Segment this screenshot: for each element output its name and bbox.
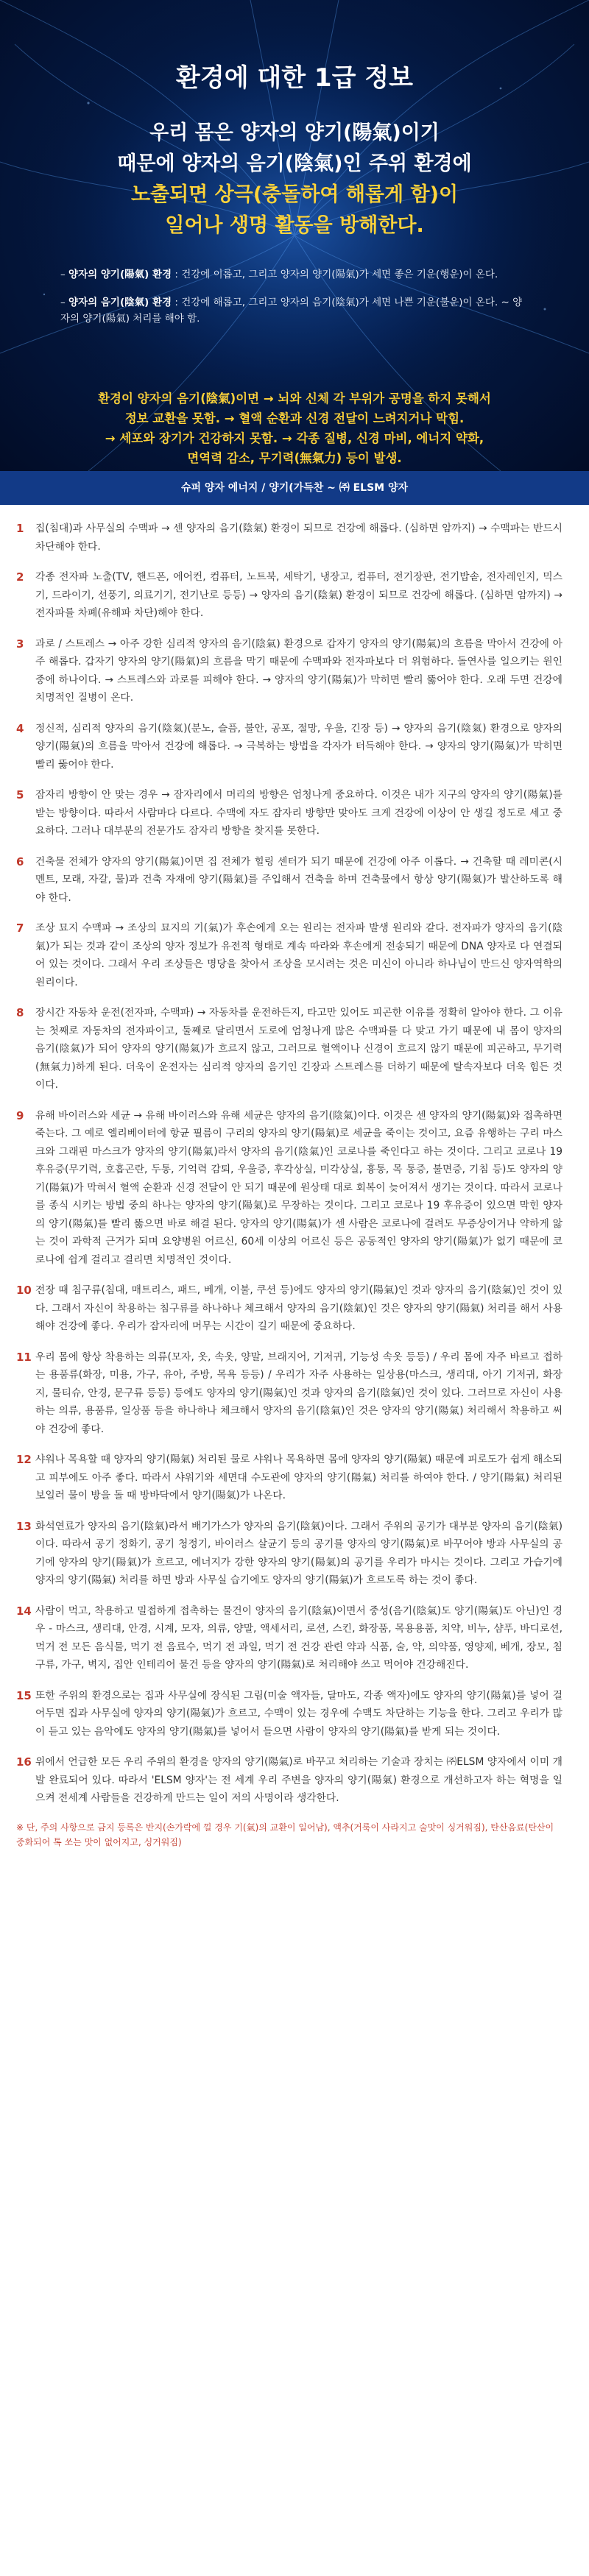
- item-number: 15: [16, 1688, 32, 1702]
- environment-definitions: [60, 266, 532, 339]
- list-item: [16, 1107, 562, 1270]
- item-text: 집(침대)과 사무실의 수맥파 → 센 양자의 음기(陰氣) 환경이 되므로 건강에 해롭다. (심하면 암까지) → 수맥파는 반드시 차단해야 한다.: [35, 523, 562, 553]
- warning-line: → 세포와 장기가 건강하지 못함. → 각종 질병, 신경 마비, 에너지 약화,: [105, 431, 484, 445]
- item-number: 1: [16, 522, 24, 535]
- list-item: [16, 1281, 562, 1336]
- item-number: 5: [16, 788, 24, 802]
- item-text: 전장 때 침구류(침대, 매트리스, 패드, 베개, 이불, 쿠션 등)에도 양자의 양기(陽氣)인 것과 양자의 음기(陰氣)인 것이 있다. 그래서 자신이 착용하는 침구류를 하나하나 체크해서 양자의 음기(陰氣)인 것은 양자의 양기(陽氣) 처리를 해서 사용해야 건강에 좋다. 우리가 잠자리에 머무는 시간이 길기 때문에 중요하다.: [35, 1284, 562, 1332]
- page-title: 환경에 대한 1급 정보: [176, 63, 413, 93]
- item-number: 7: [16, 921, 24, 935]
- item-number: 16: [16, 1755, 32, 1769]
- item-text: 건축물 전체가 양자의 양기(陽氣)이면 집 전체가 힐링 센터가 되기 때문에 건강에 아주 이롭다. → 건축할 때 레미콘(시멘트, 모래, 자갈, 물)과 건축 자재에 양기(陽氣)를 주입해서 건축을 하며 건축물에서 항상 양기(陽氣)가 발산하도록 해야 한다.: [35, 855, 562, 904]
- list-item: [16, 720, 562, 774]
- list-item: [16, 568, 562, 623]
- lead-line: 때문에 양자의 음기(陰氣)인 주위 환경에: [117, 152, 472, 175]
- item-text: 조상 묘지 수맥파 → 조상의 묘지의 기(氣)가 후손에게 오는 원리는 전자파 발생 원리와 같다. 전자파가 양자의 음기(陰氣)가 되는 것과 같이 조상의 양자 정보가 유전적 형태로 계속 따라와 후손에게 전송되기 때문에 DNA 양자로 다 연결되어 있는 것이다. 그래서 우리 조상들은 명당을 찾아서 조상을 모시려는 것은 미신이 아니라 하나님이 만드신 양자역학의 원리이다.: [35, 922, 562, 988]
- list-item: [16, 1518, 562, 1590]
- item-text: 유해 바이러스와 세균 → 유해 바이러스와 유해 세균은 양자의 음기(陰氣)이다. 이것은 센 양자의 양기(陽氣)와 접촉하면 죽는다. 그 예로 엘리베이터에 항균 필름이 구리의 양자의 양기(陽氣)로 세균을 죽이는 것이고, 요즘 유행하는 구리 마스크와 그래핀 마스크가 양자의 양기(陽氣)라서 양자의 음기(陰氣)인 코로나를 죽인다고 하는 것이다. 그리고 코로나 19 후유증(무기력, 호흡곤란, 두통, 기억력 감퇴, 우울증, 후각상실, 미각상실, 흉통, 목 통증, 불면증, 기침 등)도 양자의 양기(陽氣)가 막혀서 혈액 순환과 신경 전달이 안 되기 때문에 원상태 대로 회복이 늦어져서 생기는 것이다. 따라서 코로나를 종식 시키는 방법 중의 하나는 양자의 양기(陽氣)로 무장하는 것이다. 그리고 코로나 19 후유증이 있으면 막힌 양자의 양기(陽氣)를 빨리 뚫으면 바로 해결 된다. 양자의 양기(陽氣)가 센 사람은 코로나에 걸려도 무증상이거나 약하게 앓는 것이 과학적 근거가 되며 요양병원 어르신, 60세 이상의 어르신 등은 공동적인 양자의 양기(陽氣)가 없기 때문에 코로나에 쉽게 걸리고 결리면 치명적인 것이다.: [35, 1109, 562, 1266]
- item-number: 11: [16, 1350, 32, 1364]
- lead-line-highlight: 노출되면 상극(충돌하여 해롭게 함)이: [130, 183, 459, 206]
- item-number: 9: [16, 1108, 24, 1122]
- warning-text: [44, 389, 545, 468]
- list-item: [16, 635, 562, 707]
- item-number: 10: [16, 1284, 32, 1297]
- list-item: [16, 1348, 562, 1439]
- item-text: 과로 / 스트레스 → 아주 강한 심리적 양자의 음기(陰氣) 환경으로 갑자기 양자의 양기(陽氣)의 흐름을 막아서 건강에 아주 해롭다. 갑자기 양자의 양기(陽氣)의 흐름을 막기 때문에 수맥파와 전자파보다 더 위험하다. 돌연사를 일으키는 원인 중에 하나이다. → 스트레스와 과로를 피해야 한다. → 양자의 양기(陽氣)가 막히면 빨리 뚫어야 한다. 오래 두면 건강에 치명적인 질병이 온다.: [35, 637, 562, 704]
- item-text: 정신적, 심리적 양자의 음기(陰氣)(분노, 슬픔, 불안, 공포, 절망, 우울, 긴장 등) → 양자의 음기(陰氣) 환경으로 양자의 양기(陽氣)의 흐름을 막아서 건강에 해롭다. → 극복하는 방법을 각자가 터득해야 한다. → 양자의 양기(陽氣)가 막히면 빨리 뚫어야 한다.: [35, 722, 562, 771]
- item-text: 샤워나 목욕할 때 양자의 양기(陽氣) 처리된 물로 샤워나 목욕하면 몸에 양자의 양기(陽氣) 때문에 피로도가 쉽게 해소되고 피부에도 아주 좋다. 따라서 샤워기와 세면대 수도관에 양자의 양기(陽氣) 처리를 하여야 한다. / 양기(陽氣) 처리된 보일러 물이 방을 돌 때 방바닥에서 양기(陽氣)가 나온다.: [35, 1454, 562, 1501]
- caution-text: ※ 단, 주의 사항으로 금지 등록은 반지(손가락에 낄 경우 기(氣)의 교환이 일어남), 액추(거룩이 사라지고 술맛이 싱거워짐), 탄산음료(탄산이 중화되어 톡 쏘는 맛이 없어지고, 싱거워짐): [16, 1822, 554, 1847]
- item-number: 12: [16, 1453, 32, 1466]
- item-text: 또한 주위의 환경으로는 집과 사무실에 장식된 그림(미술 액자들, 달마도, 각종 액자)에도 양자의 양기(陽氣)를 넣어 걸어두면 집과 사무실에 양자의 양기(陽氣)가 흐르고, 수맥이 있는 경우에 수맥도 차단하는 기능을 한다. 그리고 우리가 많이 듣고 있는 음악에도 양자의 양기(陽氣)를 넣어서 들으면 사람이 양자의 양기(陽氣)를 받게 되는 것이다.: [35, 1689, 562, 1738]
- item-text: 장시간 자동차 운전(전자파, 수맥파) → 자동차를 운전하든지, 타고만 있어도 피곤한 이유를 정확히 알아야 한다. 그 이유는 첫째로 자동차의 전자파이고, 둘째로 달리면서 도로에 엄청나게 많은 수맥파를 다 맞고 가기 때문에 내 몸이 양자의 음기(陰氣)가 되어 양자의 양기(陽氣)가 흐르지 않고, 그러므로 혈액이나 신경이 흐르지 않기 때문에 피곤하고, 무기력(無氣力)하게 된다. 더욱이 운전자는 심리적 양자의 음기인 긴장과 스트레스를 더하기 때문에 탈속자보다 더욱 힘든 것이다.: [35, 1007, 562, 1091]
- lead-line: 우리 몸은 양자의 양기(陽氣)이기: [149, 121, 440, 144]
- product-band: 슈퍼 양자 에너지 / 양기(가득찬 ~ ㈜ ELSM 양자: [0, 471, 589, 505]
- warning-line: 정보 교환을 못함. → 혈액 순환과 신경 전달이 느려지거나 막힘.: [124, 411, 465, 425]
- list-item: [16, 520, 562, 556]
- list-item: [16, 786, 562, 841]
- definition-label: 양자의 음기(陰氣) 환경: [68, 297, 172, 308]
- item-text: 화석연료가 양자의 음기(陰氣)라서 배기가스가 양자의 음기(陰氣)이다. 그래서 주위의 공기가 대부분 양자의 음기(陰氣)이다. 따라서 공기 정화기, 공기 청정기, 바이러스 살균기 등의 공기를 양자의 양기(陽氣)로 바꾸어야 방과 사무실의 공기에 양자의 양기(陽氣)가 흐르고, 에너지가 강한 양자의 양기(陽氣)의 공기를 우리가 마시는 것이다. 그리고 가습기에 양자의 양기(陽氣) 처리를 하면 방과 사무실 습기에도 양자의 양기(陽氣)가 흐르도록 하는 것이 좋다.: [35, 1520, 562, 1586]
- lead-statement: [66, 118, 523, 241]
- list-item: [16, 1602, 562, 1674]
- item-text: 잠자리 방향이 안 맞는 경우 → 잠자리에서 머리의 방향은 엄청나게 중요하다. 이것은 내가 지구의 양자의 양기(陽氣)를 받는 방향이다. 따라서 사람마다 다르다. 수맥에 자도 잠자리 방향만 맞아도 크게 건강에 이상이 안 생길 정도로 세고 중요하다. 그러나 대부분의 전문가도 잠자리 방향을 찾지를 못한다.: [35, 789, 562, 837]
- definition-yin-environment: – 양자의 음기(陰氣) 환경 : 건강에 해롭고, 그리고 양자의 음기(陰氣)가 세면 나쁜 기운(불운)이 온다. ∼ 양자의 양기(陽氣) 처리를 해야 함.: [60, 297, 523, 325]
- list-item: [16, 1753, 562, 1808]
- item-text: 각종 전자파 노출(TV, 핸드폰, 에어컨, 컴퓨터, 노트북, 세탁기, 냉장고, 컴퓨터, 전기장판, 전기밥솥, 전자레인지, 믹스기, 드라이기, 선풍기, 의료기기, 전기난로 등등) → 양자의 음기(陰氣) 환경이 되므로 건강에 해롭다. (심하면 암까지) → 전자파를 차폐(유해파 차단)해야 한다.: [35, 571, 562, 619]
- item-text: 위에서 언급한 모든 우리 주위의 환경을 양자의 양기(陽氣)로 바꾸고 처리하는 기술과 장치는 ㈜ELSM 양자에서 이미 개발 완료되어 있다. 따라서 'ELSM 양자'는 전 세계 우리 주변을 양자의 양기(陽氣) 환경으로 개선하고자 하는 혁명을 일으켜 전세계 사람들을 건강하게 만드는 일이 저의 사명이라 생각한다.: [35, 1756, 562, 1804]
- list-item: [16, 1451, 562, 1505]
- item-number: 2: [16, 570, 24, 584]
- caution-note: [0, 1820, 589, 1850]
- item-number: 14: [16, 1604, 32, 1618]
- definition-label: 양자의 양기(陽氣) 환경: [68, 269, 172, 280]
- warning-line: 면역력 감소, 무기력(無氣力) 등이 발생.: [187, 451, 402, 465]
- item-number: 13: [16, 1519, 32, 1533]
- item-number: 3: [16, 637, 24, 651]
- item-text: 우리 몸에 항상 착용하는 의류(모자, 옷, 속옷, 양말, 브래지어, 기저귀, 기능성 속옷 등등) / 우리 몸에 자주 바르고 접하는 용품류(화장, 미용, 가구, 유아, 주방, 목욕 등등) / 우리가 자주 사용하는 일상용(마스크, 생리대, 아기 기저귀, 화장지, 물티슈, 안경, 문구류 등등) 등에도 양자의 양기(陽氣)인 것과 양자의 음기(陰氣)인 것이 있다. 그러므로 자신이 사용하는 의류, 용품류, 일상품 등을 하나하나 체크해서 양자의 음기(陰氣)인 것은 양자의 양기(陽氣) 처리해서 착용하고 써야 건강에 좋다.: [35, 1351, 562, 1435]
- lead-line-highlight: 일어나 생명 활동을 방해한다.: [165, 214, 424, 237]
- info-list: [0, 505, 589, 1808]
- list-item: [16, 1004, 562, 1094]
- definition-yang-environment: – 양자의 양기(陽氣) 환경 : 건강에 이롭고, 그리고 양자의 양기(陽氣)가 세면 좋은 기운(행운)이 온다.: [60, 269, 498, 280]
- definition-text: : 건강에 해롭고, 그리고 양자의 음기(陰氣)가 세면 나쁜 기운(불운)이 온다. ∼ 양자의 양기(陽氣) 처리를 해야 함.: [60, 297, 523, 325]
- item-number: 8: [16, 1006, 24, 1019]
- list-item: [16, 1687, 562, 1741]
- item-number: 4: [16, 721, 24, 735]
- definition-text: : 건강에 이롭고, 그리고 양자의 양기(陽氣)가 세면 좋은 기운(행운)이 온다.: [172, 269, 498, 280]
- list-item: [16, 853, 562, 907]
- hero-banner: [0, 0, 589, 471]
- warning-line: 환경이 양자의 음기(陰氣)이면 → 뇌와 신체 각 부위가 공명을 하지 못해서: [98, 392, 491, 406]
- list-item: [16, 919, 562, 991]
- item-number: 6: [16, 854, 24, 868]
- item-text: 사람이 먹고, 착용하고 밀접하게 접촉하는 물건이 양자의 음기(陰氣)이면서 중성(음기(陰氣)도 양기(陽氣)도 아닌)인 경우 - 마스크, 생리대, 안경, 시계, 모자, 의류, 양말, 액세서리, 로션, 스킨, 화장품, 목용용품, 치약, 비누, 샴푸, 바디로션, 먹거 전 모든 음식물, 먹기 전 음료수, 먹기 전 과일, 먹기 전 건강 관련 약과 식품, 술, 약, 의약품, 영양제, 베개, 장모, 침구류, 가구, 벽지, 집안 인테리어 물건 등을 양자의 양기(陽氣)로 처리해야 쓰고 먹어야 건강해진다.: [35, 1604, 562, 1671]
